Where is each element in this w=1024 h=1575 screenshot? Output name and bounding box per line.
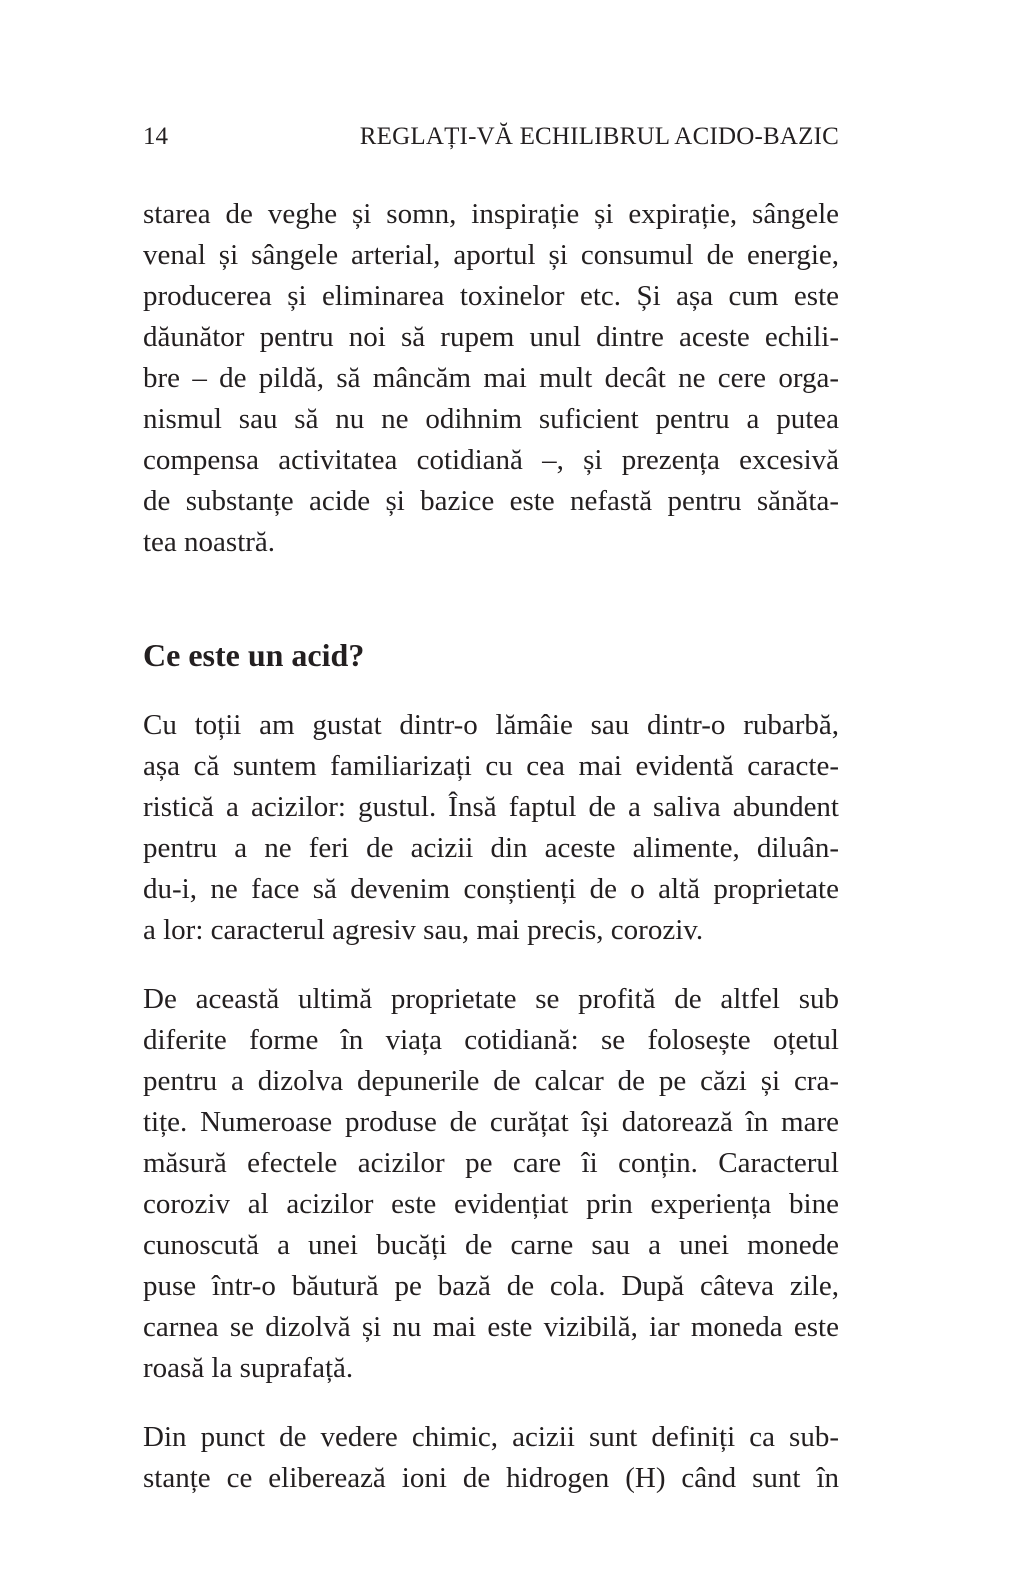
text-line: a lor: caracterul agresiv sau, mai precis, coroziv.	[143, 914, 704, 946]
paragraph-taste	[143, 705, 839, 951]
page-number: 14	[143, 123, 168, 150]
paragraph-continuation	[143, 194, 839, 563]
text-line: pentru a dizolva depunerile de calcar de pe căzi și cra-	[143, 1065, 839, 1097]
running-header	[143, 120, 839, 154]
text-line: producerea și eliminarea toxinelor etc. Și așa cum este	[143, 280, 839, 312]
section-heading: Ce este un acid?	[143, 637, 365, 673]
text-line: diferite forme în viața cotidiană: se folosește oțetul	[143, 1024, 839, 1056]
body-text	[143, 194, 839, 1499]
text-line: Cu toții am gustat dintr-o lămâie sau dintr-o rubarbă,	[143, 709, 839, 741]
text-line: Din punct de vedere chimic, acizii sunt definiți ca sub-	[143, 1421, 839, 1453]
text-line: bre – de pildă, să mâncăm mai mult decât ne cere orga-	[143, 362, 839, 394]
text-line: De această ultimă proprietate se profită de altfel sub	[143, 983, 839, 1015]
text-line: compensa activitatea cotidiană –, și prezența excesivă	[143, 444, 839, 476]
text-line: de substanțe acide și bazice este nefastă pentru sănăta-	[143, 485, 839, 517]
text-line: carnea se dizolvă și nu mai este vizibilă, iar moneda este	[143, 1311, 839, 1343]
text-line: tițe. Numeroase produse de curățat își datorează în mare	[143, 1106, 839, 1138]
text-line: du-i, ne face să devenim conștienți de o altă proprietate	[143, 873, 839, 905]
text-line: nismul sau să nu ne odihnim suficient pentru a putea	[143, 403, 839, 435]
text-line: așa că suntem familiarizați cu cea mai evidentă caracte-	[143, 750, 839, 782]
text-line: roasă la suprafață.	[143, 1352, 354, 1384]
text-line: cunoscută a unei bucăți de carne sau a unei monede	[143, 1229, 839, 1261]
text-line: ristică a acizilor: gustul. Însă faptul de a saliva abundent	[143, 791, 839, 823]
running-title: REGLAȚI-VĂ ECHILIBRUL ACIDO-BAZIC	[359, 123, 839, 150]
text-line: pentru a ne feri de acizii din aceste alimente, diluân-	[143, 832, 839, 864]
text-line: puse într-o băutură pe bază de cola. După câteva zile,	[143, 1270, 839, 1302]
text-line: venal și sângele arterial, aportul și consumul de energie,	[143, 239, 839, 271]
text-line: starea de veghe și somn, inspirație și expirație, sângele	[143, 198, 839, 230]
text-line: măsură efectele acizilor pe care îi conțin. Caracterul	[143, 1147, 839, 1179]
paragraph-corrosive	[143, 979, 839, 1389]
text-line: dăunător pentru noi să rupem unul dintre aceste echili-	[143, 321, 839, 353]
text-line: coroziv al acizilor este evidențiat prin experiența bine	[143, 1188, 839, 1220]
paragraph-chemical-definition	[143, 1417, 839, 1499]
book-page	[143, 0, 839, 1575]
text-line: stanțe ce eliberează ioni de hidrogen (H) când sunt în	[143, 1462, 839, 1494]
text-line: tea noastră.	[143, 526, 276, 558]
